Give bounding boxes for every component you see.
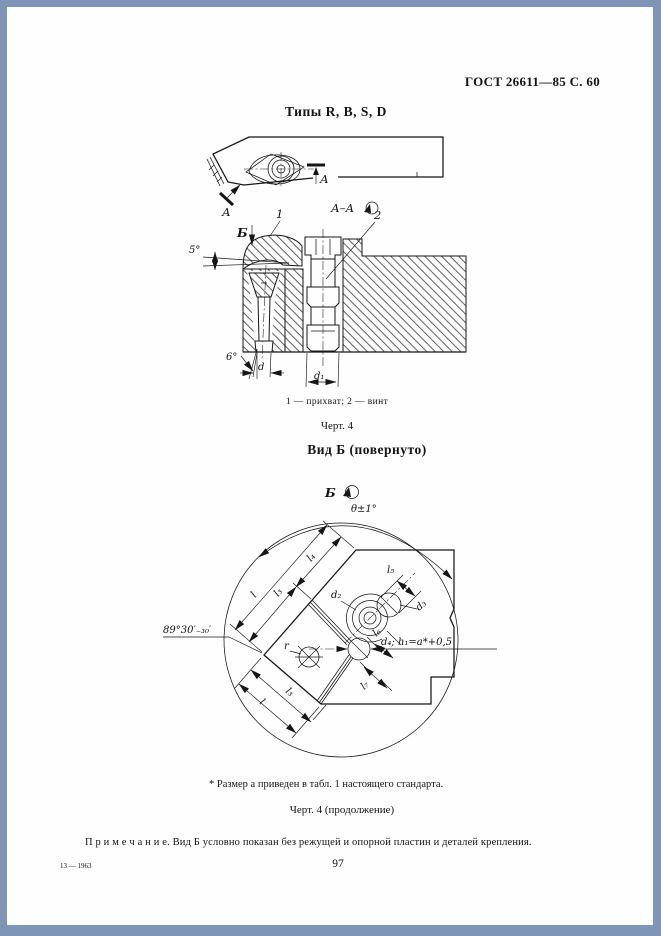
dim-d1: [306, 353, 339, 387]
view-b-label: Б: [325, 485, 336, 500]
part1-label: 1: [276, 207, 284, 221]
figure4-continued-label: Черт. 4 (продолжение): [289, 804, 395, 816]
page-number: 97: [332, 858, 344, 870]
dim-d-label: d: [258, 362, 265, 373]
section-label: А–А: [331, 201, 355, 215]
dim-l7-label: l₇: [358, 679, 372, 693]
angle-6-annotation: [226, 349, 257, 379]
angle6-label: 6°: [226, 352, 238, 363]
section-cut-mark-middle: [307, 165, 329, 186]
head-outline: [264, 550, 454, 704]
dim-r-label: r: [284, 641, 289, 652]
figure4-caption: 1 — прихват; 2 — винт: [285, 397, 389, 407]
dim-l-upper-label: l: [248, 590, 260, 600]
corner-hole-group: [309, 637, 497, 660]
view-b-label: Б: [237, 225, 248, 240]
page-header: ГОСТ 26611—85 С. 60: [464, 74, 600, 89]
angle5-label: 5°: [189, 245, 201, 256]
dim-theta: [259, 504, 452, 579]
dim-l4-label: l₄: [304, 551, 319, 564]
part2-label: 2: [374, 208, 382, 222]
dim-d4-h1-label: d₄; h₁=a*+0,5: [381, 637, 453, 648]
dim-d1-label: d₁: [314, 371, 325, 382]
view-b-title: Вид Б (повернуто): [307, 442, 427, 457]
types-title: Типы R, B, S, D: [285, 104, 387, 119]
view-b-mark: [324, 485, 359, 500]
radius-hole-group: [284, 641, 323, 668]
dim-l6-label: l₆: [370, 626, 384, 640]
angle89-label: 89°30′₋₃₀′: [163, 625, 212, 636]
section-a-a-drawing: [185, 199, 475, 401]
dim-l-lower-label: l: [257, 696, 267, 708]
cut-label-a-middle: А: [320, 172, 329, 186]
view-b-arrow: [236, 225, 252, 245]
dim-d2-label: d₂: [331, 590, 342, 601]
footer-print-code: 13 — 1963: [60, 862, 92, 870]
figure4-label: Черт. 4: [320, 420, 354, 432]
theta-label: θ±1°: [351, 504, 377, 515]
cut-label-a-left: А: [222, 205, 231, 219]
rotated-symbol-icon: [343, 486, 359, 499]
footnote: * Размер а приведен в табл. 1 настоящего стандарта.: [209, 779, 444, 790]
view-b-drawing: [159, 477, 511, 769]
d2-d3-leaders: [331, 590, 429, 613]
section-title: [330, 201, 378, 215]
dim-d3-label: d₃: [413, 598, 429, 614]
dim-l3-lower-label: l₃: [283, 685, 296, 700]
note-text: П р и м е ч а н и е. Вид Б условно показан без режущей и опорной пластин и деталей крепления.: [85, 837, 532, 848]
dim-l3-upper-label: l₃: [271, 586, 286, 599]
dim-l5-label: l₅: [387, 565, 395, 576]
dim-l7: [359, 662, 392, 692]
screw-part: [305, 229, 341, 367]
